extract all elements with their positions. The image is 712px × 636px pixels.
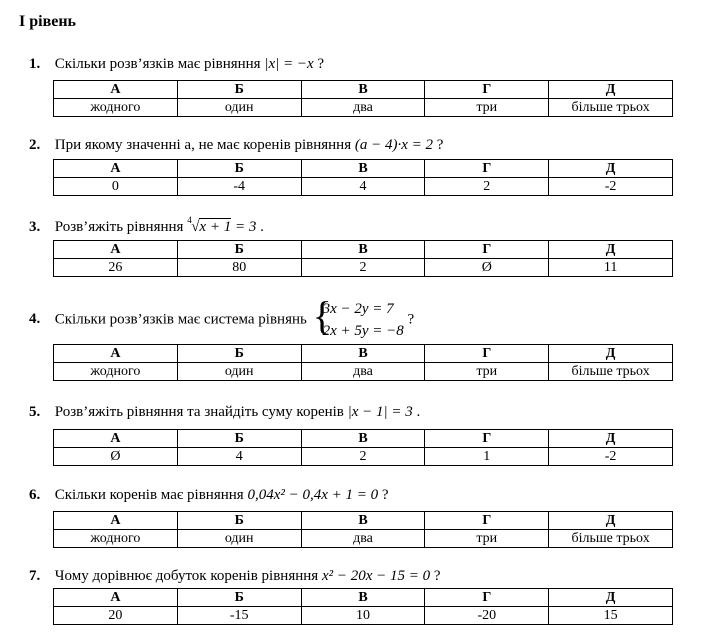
question-text: Чому дорівнює добуток коренів рівняння [54,568,319,584]
option-g-value: три [425,363,549,381]
answer-table-6 [53,511,673,548]
system-equation-1: 3x − 2y = 7 [322,301,394,317]
option-d-value: більше трьох [549,99,673,117]
question-1 [29,56,324,73]
option-d-value: 11 [549,259,673,277]
option-v-header: В [301,160,425,178]
root-index: 4 [187,215,192,225]
option-d-header: Д [549,241,673,259]
question-text: При якому значенні а, не має коренів рівняння [54,137,352,153]
option-b-header: Б [177,241,301,259]
question-expression: 0,04x² − 0,4x + 1 = 0 [247,487,379,503]
option-g-header: Г [425,241,549,259]
option-b-header: Б [177,589,301,607]
answer-table-5 [53,429,673,466]
question-6 [29,487,389,504]
answer-value-row [54,530,673,548]
option-b-value: -15 [177,607,301,625]
option-g-header: Г [425,430,549,448]
option-v-header: В [301,589,425,607]
option-g-value: три [425,530,549,548]
option-a-value: 0 [54,178,178,196]
option-b-value: один [177,363,301,381]
option-b-value: один [177,530,301,548]
option-d-value: більше трьох [549,363,673,381]
option-g-header: Г [425,160,549,178]
option-d-value: -2 [549,448,673,466]
question-expression: |x| = −x [264,56,314,72]
option-d-value: -2 [549,178,673,196]
option-a-header: А [54,430,178,448]
option-a-header: А [54,589,178,607]
question-expression: x² − 20x − 15 = 0 [321,568,431,584]
option-v-value: два [301,99,425,117]
answer-table-1 [53,80,673,117]
option-a-header: А [54,345,178,363]
option-v-value: 2 [301,448,425,466]
question-text: Розв’яжіть рівняння та знайдіть суму коренів [54,404,344,420]
answer-header-row [54,241,673,259]
option-b-value: 4 [177,448,301,466]
option-a-header: А [54,241,178,259]
option-b-header: Б [177,160,301,178]
option-d-value: більше трьох [549,530,673,548]
question-end: ? [407,311,415,328]
option-d-value: 15 [549,607,673,625]
option-a-value: Ø [54,448,178,466]
option-b-value: один [177,99,301,117]
radicand: x + 1 [199,219,232,235]
option-d-header: Д [549,345,673,363]
answer-value-row [54,99,673,117]
question-expression: = 3 [234,219,257,235]
answer-table-3 [53,240,673,277]
option-a-value: жодного [54,363,178,381]
option-g-header: Г [425,589,549,607]
question-number: 2. [29,137,41,153]
question-expression: (a − 4)·x = 2 [354,137,434,153]
question-end: . [416,404,421,420]
answer-table-4 [53,344,673,381]
option-v-value: два [301,363,425,381]
question-text: Скільки коренів має рівняння [54,487,244,503]
question-expression: |x − 1| = 3 [347,404,413,420]
question-number: 4. [29,311,41,328]
option-b-header: Б [177,512,301,530]
question-number: 6. [29,487,41,503]
question-number: 7. [29,568,41,584]
option-d-header: Д [549,589,673,607]
answer-table-7 [53,588,673,625]
question-end: ? [317,56,325,72]
option-a-header: А [54,512,178,530]
option-b-header: Б [177,430,301,448]
option-b-header: Б [177,81,301,99]
question-7 [29,568,441,585]
option-v-value: 2 [301,259,425,277]
answer-value-row [54,178,673,196]
option-d-header: Д [549,81,673,99]
question-end: ? [433,568,441,584]
answer-value-row [54,607,673,625]
answer-value-row [54,448,673,466]
option-v-header: В [301,241,425,259]
root-expression: 4 √x + 1 [187,215,232,235]
question-number: 5. [29,404,41,420]
option-g-header: Г [425,345,549,363]
question-end: . [260,219,264,235]
option-d-header: Д [549,430,673,448]
option-v-header: В [301,512,425,530]
option-g-header: Г [425,512,549,530]
answer-header-row [54,345,673,363]
answer-header-row [54,160,673,178]
answer-header-row [54,430,673,448]
answer-value-row [54,259,673,277]
option-a-value: 26 [54,259,178,277]
option-g-value: три [425,99,549,117]
answer-header-row [54,81,673,99]
answer-table-2 [53,159,673,196]
option-v-header: В [301,430,425,448]
question-3 [29,215,264,236]
option-g-value: 2 [425,178,549,196]
option-d-header: Д [549,160,673,178]
option-a-value: 20 [54,607,178,625]
system-equation-2: 2x + 5y = −8 [322,323,404,339]
option-g-value: Ø [425,259,549,277]
question-text: Розв’яжіть рівняння [54,219,184,235]
option-g-value: -20 [425,607,549,625]
option-a-value: жодного [54,99,178,117]
answer-header-row [54,512,673,530]
question-text: Скільки розв’язків має рівняння [54,56,261,72]
option-b-header: Б [177,345,301,363]
option-v-value: два [301,530,425,548]
option-a-value: жодного [54,530,178,548]
question-number: 1. [29,56,41,72]
question-end: ? [436,137,444,153]
option-v-value: 10 [301,607,425,625]
level-title: І рівень [19,13,76,30]
option-g-value: 1 [425,448,549,466]
option-d-header: Д [549,512,673,530]
option-b-value: -4 [177,178,301,196]
answer-value-row [54,363,673,381]
equation-system: { 3x − 2y = 7 2x + 5y = −8 [315,298,404,342]
answer-header-row [54,589,673,607]
question-end: ? [381,487,389,503]
option-g-header: Г [425,81,549,99]
question-text: Скільки розв’язків має система рівнянь [54,311,307,328]
question-number: 3. [29,219,41,235]
option-a-header: А [54,160,178,178]
option-v-header: В [301,345,425,363]
question-4 [29,293,415,342]
option-v-header: В [301,81,425,99]
option-b-value: 80 [177,259,301,277]
option-v-value: 4 [301,178,425,196]
question-5 [29,404,420,421]
option-a-header: А [54,81,178,99]
question-2 [29,137,443,154]
